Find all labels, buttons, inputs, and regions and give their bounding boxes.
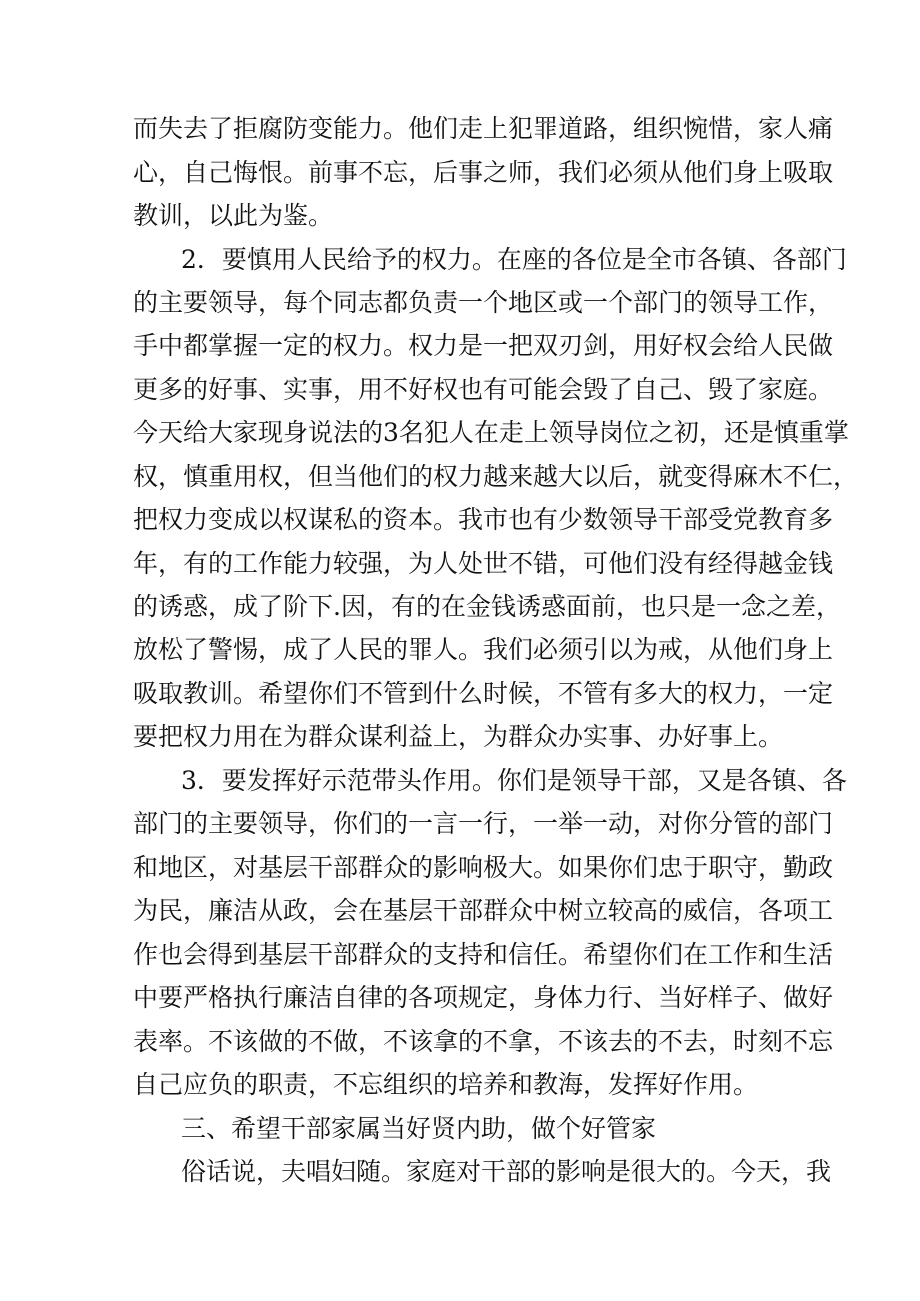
paragraph-line: 权，慎重用权，但当他们的权力越来越大以后，就变得麻木不仁， [133,462,859,491]
paragraph-line: 放松了警惕，成了人民的罪人。我们必须引以为戒，从他们身上 [133,635,834,664]
paragraph-line: 手中都掌握一定的权力。权力是一把双刃剑，用好权会给人民做 [133,331,834,360]
paragraph-line: 把权力变成以权谋私的资本。我市也有少数领导干部受党教育多 [133,505,834,534]
paragraph-line: 要把权力用在为群众谋利益上，为群众办实事、办好事上。 [133,722,784,751]
paragraph-line: 部门的主要领导，你们的一言一行，一举一动，对你分管的部门 [133,809,834,838]
paragraph-line: 心，自己悔恨。前事不忘，后事之师，我们必须从他们身上吸取 [133,158,834,187]
paragraph-line: 作也会得到基层干部群众的支持和信任。希望你们在工作和生活 [133,940,834,969]
section-heading: 三、希望干部家属当好贤内助，做个好管家 [181,1114,657,1143]
paragraph-line: 年，有的工作能力较强，为人处世不错，可他们没有经得越金钱 [133,549,834,578]
paragraph-line: 为民，廉洁从政，会在基层干部群众中树立较高的威信，各项工 [133,896,834,925]
paragraph-line: 今天给大家现身说法的3名犯人在走上领导岗位之初，还是慎重掌 [133,418,849,447]
paragraph-line: 的主要领导，每个同志都负责一个地区或一个部门的领导工作， [133,288,834,317]
paragraph-line: 俗话说，夫唱妇随。家庭对干部的影响是很大的。今天，我 [181,1157,832,1186]
paragraph-line: 更多的好事、实事，用不好权也有可能会毁了自己、毁了家庭。 [133,375,834,404]
paragraph-line: 表率。不该做的不做，不该拿的不拿，不该去的不去，时刻不忘 [133,1027,834,1056]
paragraph-line: 而失去了拒腐防变能力。他们走上犯罪道路，组织惋惜，家人痛 [133,114,834,143]
paragraph-line: 的诱惑，成了阶下.因，有的在金钱诱惑面前，也只是一念之差， [133,592,841,621]
paragraph-line: 和地区，对基层干部群众的影响极大。如果你们忠于职守，勤政 [133,853,834,882]
paragraph-line: 教训，以此为鉴。 [133,201,334,230]
paragraph-line: 2．要慎用人民给予的权力。在座的各位是全市各镇、各部门 [181,245,847,274]
paragraph-line: 3．要发挥好示范带头作用。你们是领导干部，又是各镇、各 [181,766,847,795]
paragraph-line: 自己应负的职责，不忘组织的培养和教海，发挥好作用。 [133,1070,759,1099]
paragraph-line: 中要严格执行廉洁自律的各项规定，身体力行、当好样子、做好 [133,983,834,1012]
paragraph-line: 吸取教训。希望你们不管到什么时候，不管有多大的权力，一定 [133,679,834,708]
